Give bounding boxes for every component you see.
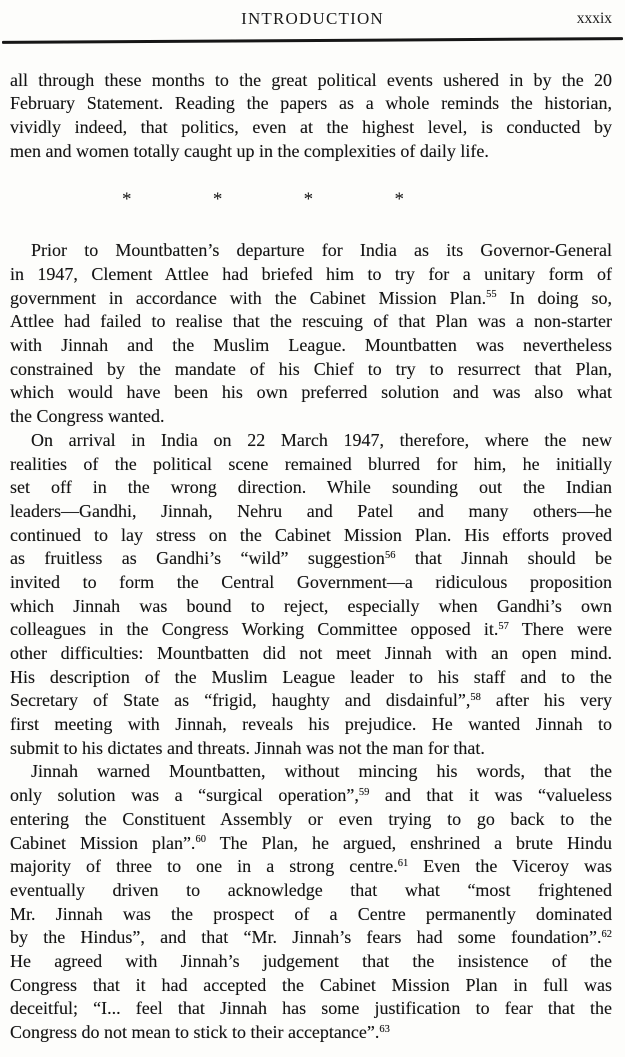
text-line: His description of the Muslim League leader to his staff and to the (10, 666, 612, 687)
text-line: with Jinnah and the Muslim League. Mountbatten was nevertheless (10, 335, 612, 356)
text-line: leaders—Gandhi, Jinnah, Nehru and Patel and many others—he (10, 500, 612, 521)
text-line: eventually driven to acknowledge that what “most frightened (10, 879, 612, 900)
paragraph (10, 429, 612, 761)
text-line: He agreed with Jinnah’s judgement that the insistence of the (10, 950, 612, 971)
asterisk: * (303, 189, 314, 211)
text-line: which Jinnah was bound to reject, especially when Gandhi’s own (10, 595, 612, 616)
text-line: deceitful; “I... feel that Jinnah has some justification to fear that the (10, 998, 612, 1019)
text-line: February Statement. Reading the papers as a whole reminds the historian, (10, 93, 612, 114)
footnote-reference: 59 (358, 786, 370, 798)
text-line: constrained by the mandate of his Chief to try to resurrect that Plan, (10, 358, 612, 379)
text-line: vividly indeed, that politics, even at the highest level, is conducted by (10, 116, 612, 137)
footnote-reference: 61 (397, 857, 409, 869)
text-line: other difficulties: Mountbatten did not meet Jinnah with an open mind. (10, 643, 612, 664)
text-line: first meeting with Jinnah, reveals his prejudice. He wanted Jinnah to (10, 714, 612, 735)
footnote-reference: 58 (470, 691, 481, 703)
asterisk: * (394, 189, 404, 211)
section-separator (122, 189, 404, 211)
text-line: by the Hindus”, and that “Mr. Jinnah’s fears had some foundation”.$^{62}$ (10, 927, 612, 948)
text-line: Secretary of State as “frigid, haughty and disdainful”,$^{58}$ after his very (10, 690, 612, 711)
text-line: submit to his dictates and threats. Jinnah was not the man for that. (10, 737, 485, 758)
page-body (0, 42, 625, 1045)
text-line: Congress that it had accepted the Cabinet Mission Plan in full was (10, 974, 612, 995)
text-line: as fruitless as Gandhi’s “wild” suggestion$^{56}$ that Jinnah should be (10, 548, 612, 569)
text-line: set off in the wrong direction. While sounding out the Indian (10, 477, 612, 498)
text-line: men and women totally caught up in the complexities of daily life. (10, 140, 489, 161)
text-line: government in accordance with the Cabinet Mission Plan.$^{55}$ In doing so, (10, 287, 613, 308)
text-line: which would have been his own preferred solution and was also what (10, 382, 612, 403)
text-line: colleagues in the Congress Working Committee opposed it.$^{57}$ There were (10, 619, 612, 640)
footnote-reference: 62 (601, 928, 612, 940)
text-line: only solution was a “surgical operation”,$^{59}$ and that it was “valueless (10, 785, 612, 806)
paragraph (10, 69, 612, 164)
footnote-reference: 56 (384, 549, 396, 561)
text-line: On arrival in India on 22 March 1947, therefore, where the new (31, 429, 612, 450)
asterisk: * (212, 189, 223, 211)
text-line: Congress do not mean to stick to their acceptance”.$^{63}$ (10, 1022, 390, 1043)
asterisk: * (122, 189, 132, 211)
footnote-reference: 57 (498, 620, 509, 632)
footnote-reference: 60 (195, 834, 206, 846)
text-line: all through these months to the great political events ushered in by the 20 (10, 69, 612, 90)
page-number: xxxix (576, 10, 612, 27)
text-line: Prior to Mountbatten’s departure for India as its Governor-General (31, 240, 612, 261)
footnote-reference: 63 (379, 1023, 390, 1035)
running-title: INTRODUCTION (241, 9, 384, 28)
text-line: entering the Constituent Assembly or even trying to go back to the (10, 808, 612, 829)
text-line: continued to lay stress on the Cabinet Mission Plan. His efforts proved (10, 524, 612, 545)
text-line: in 1947, Clement Attlee had briefed him to try for a unitary form of (10, 264, 612, 285)
text-line: Mr. Jinnah was the prospect of a Centre permanently dominated (10, 903, 612, 924)
page-header (0, 0, 625, 33)
text-line: Jinnah warned Mountbatten, without mincing his words, that the (31, 761, 612, 782)
paragraph (10, 239, 612, 429)
paragraph (10, 760, 612, 1044)
footnote-reference: 55 (486, 289, 497, 301)
text-line: Attlee had failed to realise that the rescuing of that Plan was a non-starter (10, 311, 612, 332)
text-line: Cabinet Mission plan”.$^{60}$ The Plan, he argued, enshrined a brute Hindu (10, 832, 612, 853)
text-line: realities of the political scene remained blurred for him, he initially (10, 453, 612, 474)
text-line: majority of three to one in a strong centre.$^{61}$ Even the Viceroy was (10, 856, 612, 877)
text-line: invited to form the Central Government—a ridiculous proposition (10, 571, 612, 592)
text-line: the Congress wanted. (10, 406, 165, 427)
